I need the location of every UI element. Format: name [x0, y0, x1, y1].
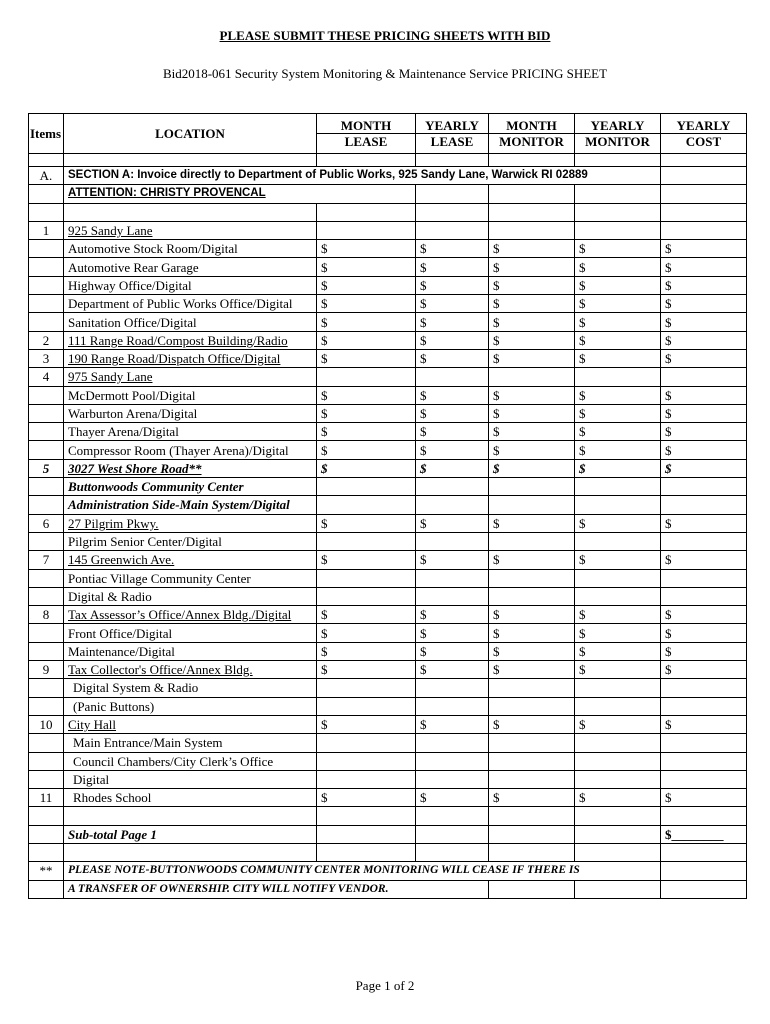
yearly-cost-cell[interactable]: $: [661, 624, 747, 642]
table-row: [29, 368, 747, 386]
table-row: [29, 478, 747, 496]
yearly-monitor-cell[interactable]: $: [575, 606, 661, 624]
item-number: [29, 258, 64, 276]
month-monitor-cell: [489, 770, 575, 788]
month-monitor-cell[interactable]: $: [489, 295, 575, 313]
yearly-cost-cell[interactable]: $: [661, 642, 747, 660]
yearly-lease-cell[interactable]: $: [416, 459, 489, 477]
yearly-cost-cell[interactable]: $: [661, 715, 747, 733]
header-yearly-lease-2: LEASE: [416, 134, 489, 154]
header-yearly-lease-1: YEARLY: [416, 114, 489, 134]
yearly-lease-cell[interactable]: $: [416, 404, 489, 422]
yearly-monitor-cell[interactable]: $: [575, 642, 661, 660]
location-cell: Tax Assessor’s Office/Annex Bldg./Digital: [64, 606, 317, 624]
location-cell: Council Chambers/City Clerk’s Office: [64, 752, 317, 770]
yearly-lease-cell: [416, 368, 489, 386]
table-row: [29, 789, 747, 807]
item-number: 5: [29, 459, 64, 477]
yearly-cost-cell: [661, 478, 747, 496]
yearly-cost-cell: [661, 496, 747, 514]
month-lease-cell[interactable]: $: [317, 642, 416, 660]
table-row: [29, 587, 747, 605]
item-number: 9: [29, 661, 64, 679]
item-number: [29, 770, 64, 788]
yearly-lease-cell[interactable]: $: [416, 441, 489, 459]
table-row: [29, 551, 747, 569]
header-yearly-cost-2: COST: [661, 134, 747, 154]
item-number: [29, 752, 64, 770]
location-cell: Buttonwoods Community Center: [64, 478, 317, 496]
location-cell: 190 Range Road/Dispatch Office/Digital: [64, 349, 317, 367]
yearly-cost-cell[interactable]: $: [661, 331, 747, 349]
location-cell: Digital: [64, 770, 317, 788]
month-monitor-cell[interactable]: $: [489, 423, 575, 441]
item-number: 1: [29, 221, 64, 239]
yearly-monitor-cell[interactable]: $: [575, 789, 661, 807]
table-row: [29, 386, 747, 404]
month-lease-cell[interactable]: $: [317, 295, 416, 313]
yearly-cost-cell: [661, 770, 747, 788]
month-monitor-cell[interactable]: $: [489, 624, 575, 642]
month-lease-cell[interactable]: $: [317, 624, 416, 642]
month-lease-cell[interactable]: $: [317, 258, 416, 276]
header-month-lease-2: LEASE: [317, 134, 416, 154]
table-row: [29, 221, 747, 239]
month-lease-cell[interactable]: $: [317, 514, 416, 532]
yearly-monitor-cell: [575, 532, 661, 550]
table-row: [29, 532, 747, 550]
page-footer: Page 1 of 2: [355, 978, 415, 993]
item-number: [29, 679, 64, 697]
month-monitor-cell: [489, 478, 575, 496]
yearly-cost-cell[interactable]: $: [661, 386, 747, 404]
item-number: [29, 423, 64, 441]
note-marker: **: [29, 862, 64, 880]
month-monitor-cell[interactable]: $: [489, 789, 575, 807]
month-lease-cell[interactable]: $: [317, 441, 416, 459]
spacer-row: [29, 203, 747, 221]
yearly-monitor-cell: [575, 734, 661, 752]
month-lease-cell[interactable]: $: [317, 606, 416, 624]
yearly-cost-cell: [661, 734, 747, 752]
month-lease-cell[interactable]: $: [317, 386, 416, 404]
page-subtitle: Bid2018-061 Security System Monitoring & Maintenance Service PRICING SHEET: [162, 66, 608, 81]
month-lease-cell[interactable]: $: [317, 551, 416, 569]
yearly-lease-cell[interactable]: $: [416, 258, 489, 276]
section-label: A.: [29, 167, 64, 185]
yearly-monitor-cell: [575, 496, 661, 514]
month-monitor-cell: [489, 368, 575, 386]
yearly-lease-cell[interactable]: $: [416, 624, 489, 642]
table-row: [29, 752, 747, 770]
page-title: PLEASE SUBMIT THESE PRICING SHEETS WITH BID: [219, 28, 551, 43]
yearly-cost-cell: [661, 697, 747, 715]
yearly-lease-cell: [416, 569, 489, 587]
header-yearly-cost-1: YEARLY: [661, 114, 747, 134]
item-number: [29, 532, 64, 550]
month-monitor-cell: [489, 569, 575, 587]
yearly-monitor-cell: [575, 752, 661, 770]
yearly-monitor-cell[interactable]: $: [575, 423, 661, 441]
item-number: [29, 734, 64, 752]
month-monitor-cell[interactable]: $: [489, 459, 575, 477]
spacer-row: [29, 843, 747, 861]
yearly-monitor-cell[interactable]: $: [575, 276, 661, 294]
yearly-monitor-cell[interactable]: $: [575, 459, 661, 477]
yearly-cost-cell: [661, 587, 747, 605]
yearly-cost-cell[interactable]: $: [661, 661, 747, 679]
location-cell: Front Office/Digital: [64, 624, 317, 642]
table-row: [29, 441, 747, 459]
yearly-monitor-cell: [575, 569, 661, 587]
table-row: [29, 404, 747, 422]
yearly-cost-cell[interactable]: $: [661, 240, 747, 258]
month-lease-cell: [317, 752, 416, 770]
note-row: [29, 880, 747, 898]
table-row: [29, 770, 747, 788]
yearly-lease-cell: [416, 478, 489, 496]
yearly-lease-cell: [416, 679, 489, 697]
month-lease-cell: [317, 569, 416, 587]
table-row: [29, 496, 747, 514]
yearly-cost-cell: [661, 368, 747, 386]
location-cell: Automotive Rear Garage: [64, 258, 317, 276]
month-lease-cell: [317, 221, 416, 239]
yearly-cost-cell[interactable]: $: [661, 423, 747, 441]
month-monitor-cell[interactable]: $: [489, 349, 575, 367]
yearly-monitor-cell[interactable]: $: [575, 624, 661, 642]
header-month-lease-1: MONTH: [317, 114, 416, 134]
location-cell: Compressor Room (Thayer Arena)/Digital: [64, 441, 317, 459]
month-lease-cell[interactable]: $: [317, 789, 416, 807]
location-cell: Department of Public Works Office/Digital: [64, 295, 317, 313]
section-line-1: SECTION A: Invoice directly to Department of Public Works, 925 Sandy Lane, Warwick RI 02889: [64, 167, 661, 185]
location-cell: 145 Greenwich Ave.: [64, 551, 317, 569]
location-cell: Pilgrim Senior Center/Digital: [64, 532, 317, 550]
location-cell: McDermott Pool/Digital: [64, 386, 317, 404]
month-monitor-cell: [489, 679, 575, 697]
yearly-monitor-cell[interactable]: $: [575, 258, 661, 276]
month-lease-cell: [317, 532, 416, 550]
location-cell: Rhodes School: [64, 789, 317, 807]
yearly-lease-cell[interactable]: $: [416, 295, 489, 313]
table-row: [29, 679, 747, 697]
location-cell: Thayer Arena/Digital: [64, 423, 317, 441]
yearly-lease-cell[interactable]: $: [416, 240, 489, 258]
table-row: [29, 349, 747, 367]
item-number: [29, 441, 64, 459]
yearly-lease-cell: [416, 770, 489, 788]
month-lease-cell[interactable]: $: [317, 661, 416, 679]
yearly-lease-cell[interactable]: $: [416, 349, 489, 367]
header-location: LOCATION: [64, 114, 317, 154]
table-row: [29, 295, 747, 313]
item-number: [29, 478, 64, 496]
subtotal-row: [29, 825, 747, 843]
yearly-monitor-cell: [575, 478, 661, 496]
location-cell: Digital & Radio: [64, 587, 317, 605]
location-cell: City Hall: [64, 715, 317, 733]
yearly-lease-cell: [416, 496, 489, 514]
yearly-cost-cell[interactable]: $: [661, 441, 747, 459]
item-number: [29, 313, 64, 331]
yearly-lease-cell: [416, 697, 489, 715]
yearly-monitor-cell[interactable]: $: [575, 295, 661, 313]
yearly-cost-cell[interactable]: $: [661, 349, 747, 367]
month-lease-cell: [317, 496, 416, 514]
yearly-lease-cell[interactable]: $: [416, 789, 489, 807]
location-cell: Pontiac Village Community Center: [64, 569, 317, 587]
item-number: [29, 276, 64, 294]
month-lease-cell: [317, 478, 416, 496]
yearly-monitor-cell[interactable]: $: [575, 240, 661, 258]
location-cell: Administration Side-Main System/Digital: [64, 496, 317, 514]
spacer-row: [29, 154, 747, 167]
item-number: [29, 642, 64, 660]
yearly-cost-cell: [661, 752, 747, 770]
note-row: [29, 862, 747, 880]
yearly-cost-cell[interactable]: $: [661, 295, 747, 313]
yearly-cost-cell[interactable]: $: [661, 514, 747, 532]
spacer-row: [29, 807, 747, 825]
yearly-cost-cell: [661, 532, 747, 550]
location-cell: 27 Pilgrim Pkwy.: [64, 514, 317, 532]
section-row: [29, 167, 747, 185]
month-lease-cell[interactable]: $: [317, 349, 416, 367]
month-monitor-cell: [489, 734, 575, 752]
month-monitor-cell[interactable]: $: [489, 331, 575, 349]
header-yearly-monitor-2: MONITOR: [575, 134, 661, 154]
table-row: [29, 313, 747, 331]
yearly-cost-cell[interactable]: $: [661, 258, 747, 276]
month-monitor-cell[interactable]: $: [489, 551, 575, 569]
month-monitor-cell: [489, 532, 575, 550]
month-lease-cell[interactable]: $: [317, 331, 416, 349]
location-cell: 3027 West Shore Road**: [64, 459, 317, 477]
yearly-cost-cell[interactable]: $: [661, 459, 747, 477]
month-lease-cell[interactable]: $: [317, 459, 416, 477]
item-number: [29, 404, 64, 422]
item-number: 11: [29, 789, 64, 807]
yearly-monitor-cell[interactable]: $: [575, 514, 661, 532]
table-row: [29, 697, 747, 715]
yearly-lease-cell[interactable]: $: [416, 514, 489, 532]
location-cell: (Panic Buttons): [64, 697, 317, 715]
month-lease-cell[interactable]: $: [317, 276, 416, 294]
header-yearly-monitor-1: YEARLY: [575, 114, 661, 134]
yearly-lease-cell: [416, 532, 489, 550]
yearly-lease-cell[interactable]: $: [416, 606, 489, 624]
month-monitor-cell[interactable]: $: [489, 258, 575, 276]
yearly-monitor-cell[interactable]: $: [575, 386, 661, 404]
item-number: [29, 240, 64, 258]
month-lease-cell[interactable]: $: [317, 423, 416, 441]
month-lease-cell[interactable]: $: [317, 240, 416, 258]
yearly-lease-cell[interactable]: $: [416, 331, 489, 349]
month-monitor-cell[interactable]: $: [489, 313, 575, 331]
note-line-2: A TRANSFER OF OWNERSHIP. CITY WILL NOTIFY VENDOR.: [64, 880, 489, 898]
month-monitor-cell[interactable]: $: [489, 240, 575, 258]
yearly-monitor-cell[interactable]: $: [575, 331, 661, 349]
month-lease-cell: [317, 697, 416, 715]
table-row: [29, 240, 747, 258]
month-monitor-cell: [489, 697, 575, 715]
yearly-monitor-cell: [575, 770, 661, 788]
item-number: 2: [29, 331, 64, 349]
table-row: [29, 514, 747, 532]
yearly-lease-cell[interactable]: $: [416, 386, 489, 404]
location-cell: Warburton Arena/Digital: [64, 404, 317, 422]
yearly-lease-cell: [416, 587, 489, 605]
item-number: 8: [29, 606, 64, 624]
table-row: [29, 642, 747, 660]
yearly-lease-cell[interactable]: $: [416, 715, 489, 733]
location-cell: 975 Sandy Lane: [64, 368, 317, 386]
table-row: [29, 734, 747, 752]
yearly-lease-cell[interactable]: $: [416, 642, 489, 660]
yearly-monitor-cell: [575, 679, 661, 697]
table-row: [29, 258, 747, 276]
location-cell: 925 Sandy Lane: [64, 221, 317, 239]
month-monitor-cell[interactable]: $: [489, 514, 575, 532]
month-monitor-cell: [489, 587, 575, 605]
pricing-table: [28, 113, 747, 899]
yearly-lease-cell[interactable]: $: [416, 276, 489, 294]
yearly-monitor-cell[interactable]: $: [575, 715, 661, 733]
yearly-lease-cell: [416, 221, 489, 239]
month-lease-cell[interactable]: $: [317, 404, 416, 422]
location-cell: Automotive Stock Room/Digital: [64, 240, 317, 258]
table-row: [29, 606, 747, 624]
yearly-monitor-cell[interactable]: $: [575, 404, 661, 422]
month-monitor-cell: [489, 496, 575, 514]
yearly-lease-cell: [416, 752, 489, 770]
month-monitor-cell[interactable]: $: [489, 386, 575, 404]
item-number: 4: [29, 368, 64, 386]
table-row: [29, 624, 747, 642]
section-line-2: ATTENTION: CHRISTY PROVENCAL: [64, 185, 416, 203]
yearly-monitor-cell: [575, 587, 661, 605]
section-attention-row: [29, 185, 747, 203]
table-row: [29, 715, 747, 733]
yearly-monitor-cell[interactable]: $: [575, 349, 661, 367]
location-cell: 111 Range Road/Compost Building/Radio: [64, 331, 317, 349]
month-lease-cell[interactable]: $: [317, 715, 416, 733]
yearly-lease-cell[interactable]: $: [416, 313, 489, 331]
month-lease-cell[interactable]: $: [317, 313, 416, 331]
yearly-monitor-cell[interactable]: $: [575, 661, 661, 679]
yearly-lease-cell[interactable]: $: [416, 551, 489, 569]
item-number: [29, 295, 64, 313]
table-row: [29, 276, 747, 294]
item-number: 6: [29, 514, 64, 532]
month-monitor-cell[interactable]: $: [489, 715, 575, 733]
month-monitor-cell[interactable]: $: [489, 661, 575, 679]
yearly-cost-cell: [661, 679, 747, 697]
month-monitor-cell[interactable]: $: [489, 642, 575, 660]
yearly-cost-cell[interactable]: $: [661, 551, 747, 569]
item-number: [29, 587, 64, 605]
location-cell: Highway Office/Digital: [64, 276, 317, 294]
table-row: [29, 459, 747, 477]
yearly-cost-cell: [661, 569, 747, 587]
item-number: [29, 569, 64, 587]
yearly-monitor-cell[interactable]: $: [575, 551, 661, 569]
yearly-lease-cell[interactable]: $: [416, 661, 489, 679]
yearly-monitor-cell[interactable]: $: [575, 313, 661, 331]
table-row: [29, 569, 747, 587]
yearly-cost-cell[interactable]: $: [661, 276, 747, 294]
month-monitor-cell[interactable]: $: [489, 606, 575, 624]
yearly-cost-cell: [661, 221, 747, 239]
yearly-cost-cell[interactable]: $: [661, 313, 747, 331]
yearly-lease-cell: [416, 734, 489, 752]
yearly-cost-cell[interactable]: $: [661, 404, 747, 422]
subtotal-value[interactable]: $________: [661, 825, 747, 843]
subtotal-label: Sub-total Page 1: [64, 825, 317, 843]
header-month-monitor-1: MONTH: [489, 114, 575, 134]
yearly-cost-cell[interactable]: $: [661, 606, 747, 624]
location-cell: Sanitation Office/Digital: [64, 313, 317, 331]
location-cell: Tax Collector's Office/Annex Bldg.: [64, 661, 317, 679]
yearly-monitor-cell[interactable]: $: [575, 441, 661, 459]
location-cell: Digital System & Radio: [64, 679, 317, 697]
header-month-monitor-2: MONITOR: [489, 134, 575, 154]
note-line-1: PLEASE NOTE-BUTTONWOODS COMMUNITY CENTER MONITORING WILL CEASE IF THERE IS: [64, 862, 661, 880]
header-row: [29, 114, 747, 134]
month-monitor-cell: [489, 221, 575, 239]
table-row: [29, 331, 747, 349]
item-number: 10: [29, 715, 64, 733]
table-row: [29, 423, 747, 441]
month-lease-cell: [317, 368, 416, 386]
month-monitor-cell[interactable]: $: [489, 441, 575, 459]
header-items: Items: [29, 114, 64, 154]
item-number: [29, 386, 64, 404]
month-lease-cell: [317, 770, 416, 788]
yearly-monitor-cell: [575, 368, 661, 386]
yearly-lease-cell[interactable]: $: [416, 423, 489, 441]
month-monitor-cell[interactable]: $: [489, 404, 575, 422]
yearly-monitor-cell: [575, 221, 661, 239]
item-number: [29, 697, 64, 715]
item-number: [29, 496, 64, 514]
item-number: 3: [29, 349, 64, 367]
location-cell: Maintenance/Digital: [64, 642, 317, 660]
month-lease-cell: [317, 734, 416, 752]
item-number: 7: [29, 551, 64, 569]
yearly-cost-cell[interactable]: $: [661, 789, 747, 807]
month-monitor-cell: [489, 752, 575, 770]
item-number: [29, 624, 64, 642]
month-lease-cell: [317, 679, 416, 697]
yearly-monitor-cell: [575, 697, 661, 715]
month-monitor-cell[interactable]: $: [489, 276, 575, 294]
location-cell: Main Entrance/Main System: [64, 734, 317, 752]
month-lease-cell: [317, 587, 416, 605]
table-row: [29, 661, 747, 679]
